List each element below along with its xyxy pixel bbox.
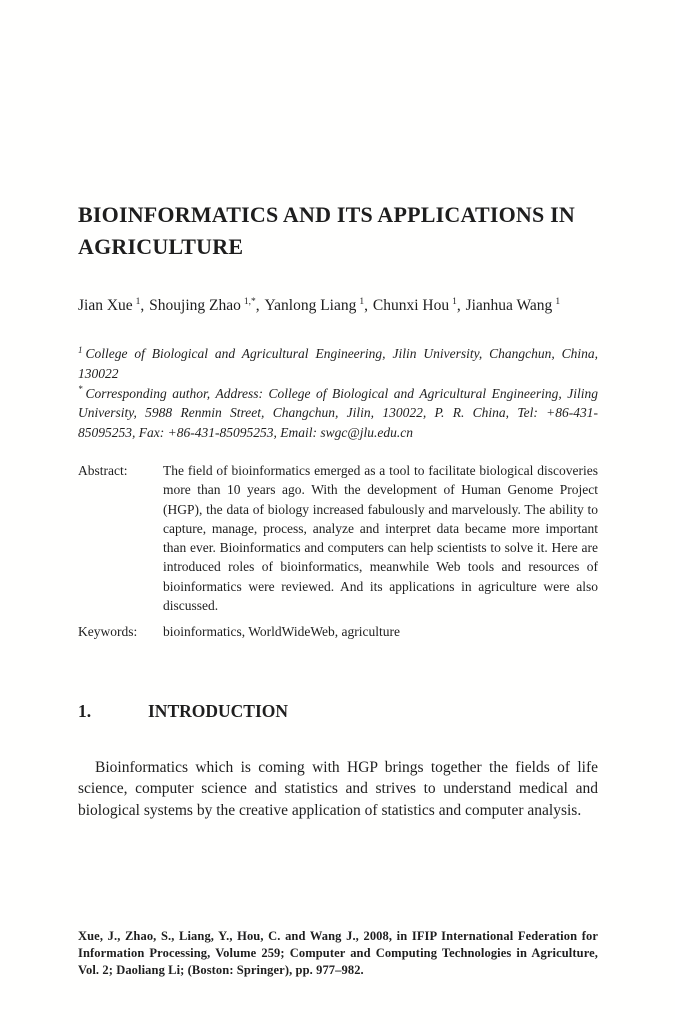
affiliation-text: Corresponding author, Address: College of Biological and Agricultural Engineering, Jiling University, 5988 Renmin Street, Changchun, Jilin, 130022, P. R. China, Tel: +86-431-85095253, Fax: +86-431-85095253, Email: swgc@jlu.edu.cn (78, 385, 598, 441)
keywords-section (78, 622, 598, 641)
author (265, 297, 373, 314)
keywords-text: bioinformatics, WorldWideWeb, agriculture (163, 624, 400, 639)
author-affiliation-mark: 1 (555, 296, 561, 307)
author (149, 297, 264, 314)
author-name: Shoujing Zhao (149, 297, 241, 314)
author (78, 297, 149, 314)
author (373, 297, 466, 314)
author (466, 297, 560, 314)
author-name: Chunxi Hou (372, 297, 450, 314)
author-affiliation-mark: 1,* (243, 296, 256, 307)
abstract-section (78, 461, 598, 615)
author-name: Yanlong Liang (264, 297, 357, 314)
author-line (78, 294, 598, 317)
introduction-paragraph: Bioinformatics which is coming with HGP brings together the fields of life science, computer science and statistics and strives to understand medical and biological systems by the creative application of statistics and computer analysis. (78, 758, 598, 819)
section-heading (78, 699, 598, 723)
abstract-label: Abstract: (78, 463, 128, 478)
author-separator: , (140, 297, 149, 314)
author-name: Jianhua Wang (465, 297, 553, 314)
affiliation-mark: 1 (78, 344, 83, 355)
affiliation-text: College of Biological and Agricultural Engineering, Jilin University, Changchun, China, 130022 (78, 346, 598, 381)
author-separator: , (456, 297, 465, 314)
affiliations (78, 344, 598, 443)
author-name: Jian Xue (78, 297, 133, 314)
author-affiliation-mark: 1 (135, 296, 141, 307)
section-title: INTRODUCTION (148, 701, 289, 721)
section-number: 1. (78, 701, 92, 721)
abstract-text: The field of bioinformatics emerged as a tool to facilitate biological discoveries more than 10 years ago. With the development of Human Genome Project (HGP), the data of biology increased fabulously and marvelously. The ability to capture, manage, process, analyze and interpret data became more important than ever. Bioinformatics and computers can help scientists to solve it. Here are introduced roles of bioinformatics, meanwhile Web tools and resources of bioinformatics were reviewed. And its applications in agriculture were also discussed. (163, 463, 598, 614)
affiliation-entry (78, 384, 598, 443)
author-affiliation-mark: 1 (452, 296, 457, 307)
affiliation-entry (78, 344, 598, 384)
author-separator: , (255, 297, 264, 314)
author-separator: , (364, 297, 372, 314)
author-affiliation-mark: 1 (359, 296, 365, 307)
affiliation-mark: * (78, 384, 83, 395)
paper-title: BIOINFORMATICS AND ITS APPLICATIONS IN AGRICULTURE (78, 201, 575, 259)
keywords-label: Keywords: (78, 624, 138, 639)
footer-citation: Xue, J., Zhao, S., Liang, Y., Hou, C. and Wang J., 2008, in IFIP International Federation for Information Processing, Volume 259; Computer and Computing Technologies in Agriculture, Vol. 2; Daoliang Li; (Boston: Springer), pp. 977–982. (78, 929, 598, 977)
